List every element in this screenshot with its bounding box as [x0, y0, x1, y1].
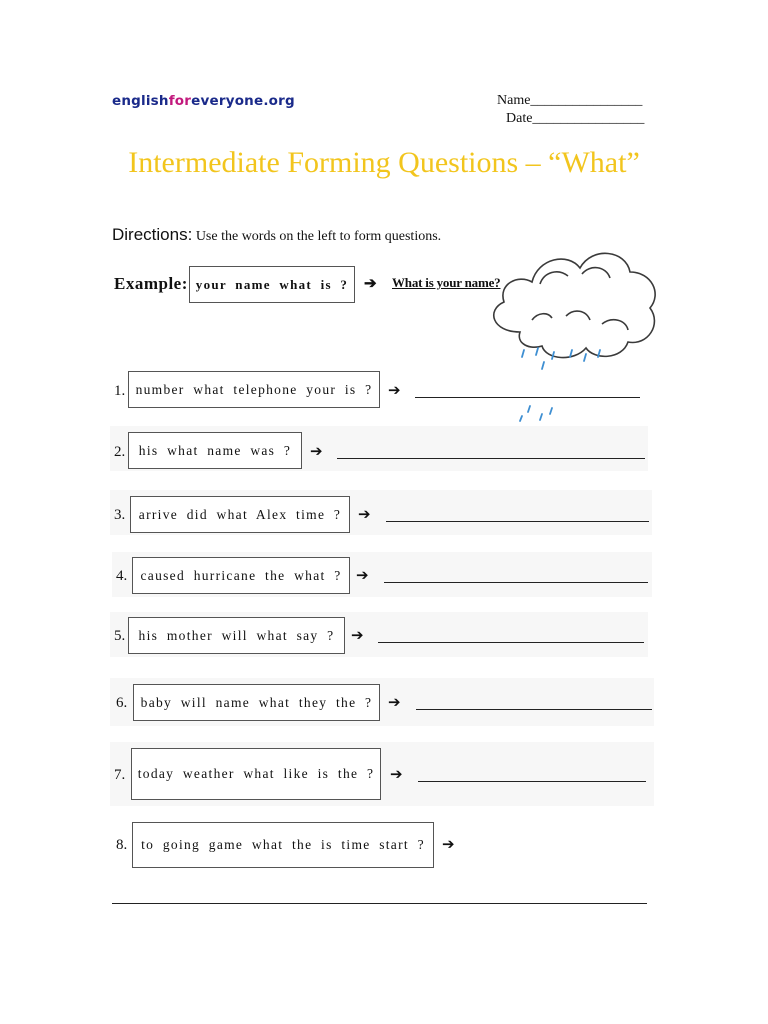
directions	[112, 225, 441, 245]
question-number-7: 7.	[114, 767, 126, 783]
example-word-box: your name what is ?	[189, 266, 355, 303]
answer-line-3[interactable]	[386, 521, 649, 522]
example-arrow-icon: ➔	[364, 276, 377, 292]
answer-line-1[interactable]	[415, 397, 640, 398]
word-box-7: today weather what like is the ?	[131, 748, 381, 800]
example-label: Example:	[114, 274, 188, 293]
word-box-6: baby will name what they the ?	[133, 684, 380, 721]
arrow-icon-7: ➔	[390, 767, 403, 783]
question-number-2: 2.	[114, 444, 126, 460]
worksheet-title: Intermediate Forming Questions – “What”	[128, 146, 640, 179]
question-number-6: 6.	[116, 695, 128, 711]
question-number-4: 4.	[116, 568, 128, 584]
answer-line-6[interactable]	[416, 709, 652, 710]
answer-line-7[interactable]	[418, 781, 646, 782]
arrow-icon-4: ➔	[356, 568, 369, 584]
arrow-icon-8: ➔	[442, 837, 455, 853]
arrow-icon-3: ➔	[358, 507, 371, 523]
logo-for: for	[168, 93, 192, 109]
question-number-5: 5.	[114, 628, 126, 644]
word-box-5: his mother will what say ?	[128, 617, 345, 654]
site-logo	[112, 93, 295, 109]
logo-everyone: everyone.org	[191, 93, 295, 109]
arrow-icon-6: ➔	[388, 695, 401, 711]
arrow-icon-1: ➔	[388, 383, 401, 399]
example-answer: What is your name?	[392, 275, 501, 290]
word-box-2: his what name was ?	[128, 432, 302, 469]
answer-line-5[interactable]	[378, 642, 644, 643]
date-field[interactable]: Date________________	[506, 111, 645, 126]
rain-cloud-icon	[482, 228, 662, 433]
question-number-1: 1.	[114, 383, 126, 399]
word-box-1: number what telephone your is ?	[128, 371, 380, 408]
arrow-icon-5: ➔	[351, 628, 364, 644]
answer-line-2[interactable]	[337, 458, 645, 459]
arrow-icon-2: ➔	[310, 444, 323, 460]
word-box-3: arrive did what Alex time ?	[130, 496, 350, 533]
name-field[interactable]: Name________________	[497, 93, 643, 108]
word-box-4: caused hurricane the what ?	[132, 557, 350, 594]
question-number-3: 3.	[114, 507, 126, 523]
word-box-8: to going game what the is time start ?	[132, 822, 434, 868]
directions-label: Directions:	[112, 225, 193, 244]
logo-english: english	[112, 93, 169, 109]
answer-line-4[interactable]	[384, 582, 648, 583]
directions-text: Use the words on the left to form questions.	[195, 229, 442, 244]
question-number-8: 8.	[116, 837, 128, 853]
answer-line-8[interactable]	[112, 903, 647, 904]
